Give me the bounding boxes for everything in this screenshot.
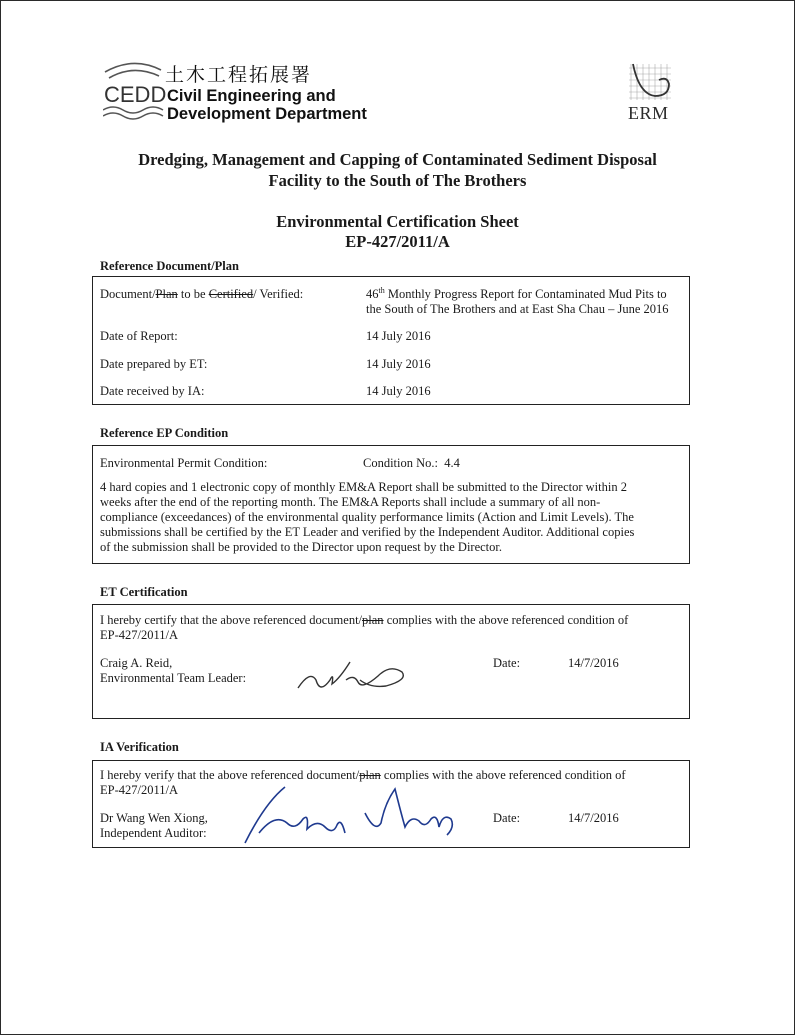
ep-condition-heading: Reference EP Condition: [100, 426, 229, 440]
document-label: Document/Plan to be Certified/ Verified:: [100, 287, 304, 301]
date-prepared-value: 14 July 2016: [366, 357, 431, 371]
condition-text: 4 hard copies and 1 electronic copy of monthly EM&A Report shall be submitted to the Director within 2 weeks after the end of the reporting month. The EM&A Reports shall include a summary of all non- compliance (exceedances) of the environmental quality performance limits (Action and Limit Levels). The submissions shall be certified by the ET Leader and verified by the Independent Auditor. Additional copies of the submission shall be provided to the Director upon request by the Director.: [100, 480, 635, 554]
ia-verification-heading: IA Verification: [100, 740, 179, 754]
ep-condition-box: [92, 445, 690, 564]
cedd-name-line1: Civil Engineering and: [167, 87, 336, 105]
ia-signature: [225, 783, 465, 853]
project-title-line2: Facility to the South of The Brothers: [268, 171, 527, 190]
document-value: 46th Monthly Progress Report for Contaminated Mud Pits to the South of The Brothers and at East Sha Chau – June 2016: [366, 285, 669, 316]
reference-document-heading: Reference Document/Plan: [100, 259, 239, 273]
cedd-abbreviation: CEDD: [104, 82, 167, 107]
et-date-value: 14/7/2016: [568, 656, 619, 670]
cedd-name-line2: Development Department: [167, 105, 367, 123]
date-of-report-value: 14 July 2016: [366, 329, 431, 343]
date-received-label: Date received by IA:: [100, 384, 205, 398]
permit-condition-label: Environmental Permit Condition:: [100, 456, 268, 470]
et-signatory: Craig A. Reid, Environmental Team Leader:: [100, 656, 247, 685]
et-certification-heading: ET Certification: [100, 585, 188, 599]
date-prepared-label: Date prepared by ET:: [100, 357, 208, 371]
et-statement: I hereby certify that the above referenced document/plan complies with the above referenced condition of EP-427/2011/A: [100, 613, 629, 642]
date-received-value: 14 July 2016: [366, 384, 431, 398]
erm-logo-text: ERM: [628, 103, 669, 123]
ia-signatory: Dr Wang Wen Xiong, Independent Auditor:: [100, 811, 208, 840]
sheet-title: Environmental Certification Sheet: [276, 212, 519, 231]
date-of-report-label: Date of Report:: [100, 329, 178, 343]
ia-date-label: Date:: [493, 811, 521, 825]
reference-document-box: [92, 276, 690, 405]
cedd-chinese-name: 土木工程拓展署: [165, 64, 313, 86]
project-title-line1: Dredging, Management and Capping of Contaminated Sediment Disposal: [138, 150, 657, 169]
ia-date-value: 14/7/2016: [568, 811, 619, 825]
condition-number: Condition No.: 4.4: [363, 456, 460, 470]
ia-statement: I hereby verify that the above referenced document/plan complies with the above referenced condition of EP-427/2011/A: [100, 768, 626, 797]
et-date-label: Date:: [493, 656, 521, 670]
et-signature: [290, 650, 420, 700]
ep-number: EP-427/2011/A: [345, 232, 450, 251]
